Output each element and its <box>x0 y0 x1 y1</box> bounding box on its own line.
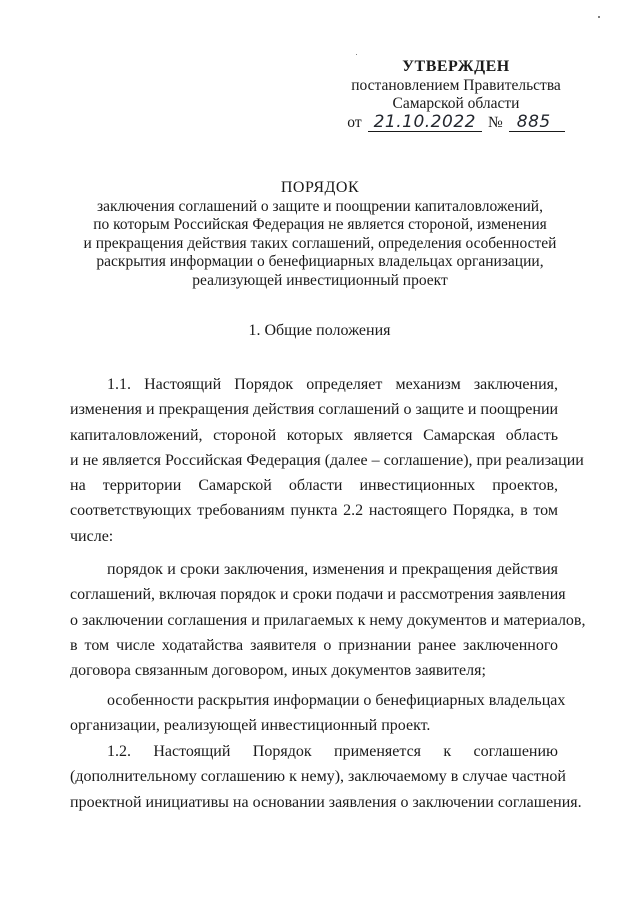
approval-line-1: постановлением Правительства <box>351 76 561 94</box>
order-title: ПОРЯДОК <box>280 179 360 196</box>
approval-date-line <box>340 114 572 133</box>
text-line: особенности раскрытия информации о бенефициарных владельцах <box>107 692 566 709</box>
approval-line-2: Самарской области <box>392 95 520 112</box>
text-line: соответствующих требованиям пункта 2.2 настоящего Порядка, в том <box>70 502 558 520</box>
text-line: (дополнительному соглашению к нему), заключаемому в случае частной <box>70 768 566 786</box>
text-line: соглашений, включая порядок и сроки подачи и рассмотрения заявления <box>70 586 566 604</box>
text-line: порядок и сроки заключения, изменения и прекращения действия <box>107 561 558 578</box>
text-line: и не является Российская Федерация (далее – соглашение), при реализации <box>70 451 584 469</box>
order-subtitle-line: по которым Российская Федерация не является стороной, изменения <box>93 216 547 233</box>
order-subtitle-line: и прекращения действия таких соглашений, определения особенностей <box>83 234 557 252</box>
paragraph-list-item-2 <box>70 688 566 739</box>
text-line: организации, реализующей инвестиционный проект. <box>70 717 431 735</box>
text-line: числе: <box>70 527 114 545</box>
paragraph-1-1 <box>70 372 584 549</box>
text-line: договора связанным договором, иных документов заявителя; <box>70 662 486 680</box>
order-subtitle-line: раскрытия информации о бенефициарных владельцах организации, <box>96 253 544 270</box>
text-line: 1.1. Настоящий Порядок определяет механизм заключения, <box>107 376 558 393</box>
text-line: на территории Самарской области инвестиционных проектов, <box>70 477 558 495</box>
text-line: капиталовложений, стороной которых является Самарская область <box>70 426 558 444</box>
approval-block <box>340 58 572 132</box>
order-subtitle-line: реализующей инвестиционный проект <box>192 271 448 289</box>
order-subtitle-line: заключения соглашений о защите и поощрении капиталовложений, <box>97 197 543 215</box>
text-line: проектной инициативы на основании заявления о заключении соглашения. <box>70 793 582 811</box>
date-prefix: от <box>347 113 362 131</box>
section-heading: 1. Общие положения <box>248 322 391 339</box>
order-heading <box>60 179 580 290</box>
approval-title: УТВЕРЖДЕН <box>402 58 510 75</box>
text-line: 1.2. Настоящий Порядок применяется к соглашению <box>107 743 558 760</box>
handwritten-number: 885 <box>509 114 565 132</box>
text-line: в том числе ходатайства заявителя о признании ранее заключенного <box>70 636 558 654</box>
paragraph-1-2 <box>70 739 582 815</box>
handwritten-date: 21.10.2022 <box>368 114 482 132</box>
text-line: изменения и прекращения действия соглашений о защите и поощрении <box>70 401 559 419</box>
number-prefix: № <box>487 113 503 131</box>
paragraph-list-item-1 <box>70 557 586 683</box>
text-line: о заключении соглашения и прилагаемых к нему документов и материалов, <box>70 611 586 629</box>
